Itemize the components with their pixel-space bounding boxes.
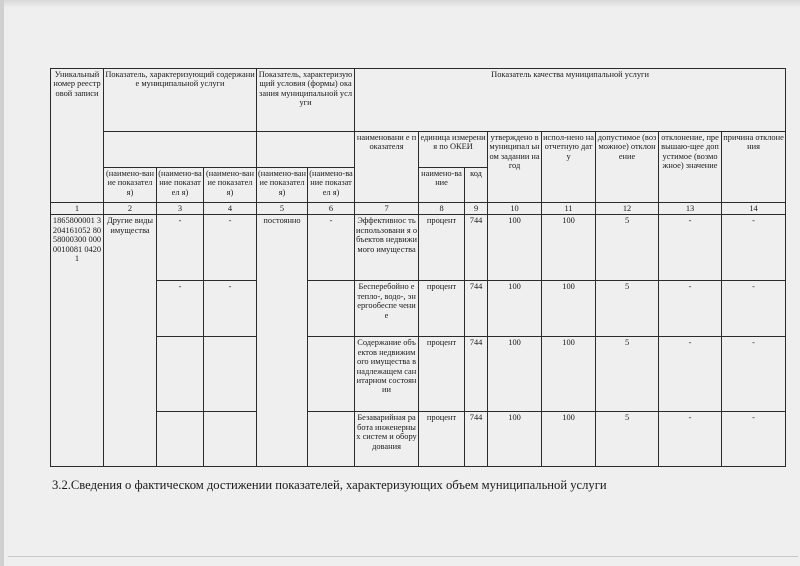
header-indicator-name: наименовани е показателя <box>355 132 419 203</box>
table-row <box>51 215 786 281</box>
header-executed: испол-нено на отчетную дату <box>542 132 596 203</box>
unit-code: 744 <box>465 337 488 412</box>
cell-col4 <box>204 412 257 467</box>
col-number: 9 <box>465 203 488 215</box>
excess-deviation: - <box>659 412 722 467</box>
header-unit-okei: единица измерения по ОКЕИ <box>419 132 488 168</box>
header-allowed-deviation: допустимое (возможное) отклонение <box>596 132 659 203</box>
deviation-reason: - <box>722 281 786 337</box>
header-sub-3: (наимено-вание показателя) <box>204 168 257 203</box>
header-condition-blank <box>257 132 355 168</box>
cell-col3: - <box>157 281 204 337</box>
scan-bottom-line <box>8 556 798 557</box>
executed-value: 100 <box>542 281 596 337</box>
col-number: 2 <box>104 203 157 215</box>
scan-left-edge <box>0 0 4 566</box>
approved-value: 100 <box>488 215 542 281</box>
executed-value: 100 <box>542 337 596 412</box>
header-row-1 <box>51 69 786 132</box>
cell-col3 <box>157 337 204 412</box>
cell-col6 <box>308 281 355 337</box>
registry-number: 1865800001 3204161052 8058000300 0000010081 04201 <box>51 215 104 467</box>
header-condition-indicator: Показатель, характеризующий условия (формы) оказания муниципальной услуги <box>257 69 355 132</box>
deviation-reason: - <box>722 215 786 281</box>
cell-col4: - <box>204 215 257 281</box>
unit-code: 744 <box>465 281 488 337</box>
header-content-blank <box>104 132 257 168</box>
header-excess-deviation: отклонение, превышаю-щее допустимое (возможное) значение <box>659 132 722 203</box>
indicator-name: Бесперебойно е тепло-, водо-, энергообеспе чение <box>355 281 419 337</box>
allowed-deviation: 5 <box>596 412 659 467</box>
cell-col6 <box>308 412 355 467</box>
col-number: 5 <box>257 203 308 215</box>
header-approved: утверждено в муниципал ьном задании на год <box>488 132 542 203</box>
cell-col6: - <box>308 215 355 281</box>
cell-col4: - <box>204 281 257 337</box>
approved-value: 100 <box>488 412 542 467</box>
section-title: 3.2.Сведения о фактическом достижении показателей, характеризующих объем муниципальной услуги <box>52 478 607 492</box>
scan-edge <box>0 0 800 8</box>
table-row <box>51 337 786 412</box>
cell-col4 <box>204 337 257 412</box>
approved-value: 100 <box>488 281 542 337</box>
table-row <box>51 412 786 467</box>
property-type: Другие виды имущества <box>104 215 157 467</box>
excess-deviation: - <box>659 337 722 412</box>
approved-value: 100 <box>488 337 542 412</box>
unit-name: процент <box>419 215 465 281</box>
column-number-row <box>51 203 786 215</box>
indicator-name: Содержание объектов недвижимого имущества в надлежащем санитарном состоянии <box>355 337 419 412</box>
col-number: 6 <box>308 203 355 215</box>
col-number: 1 <box>51 203 104 215</box>
allowed-deviation: 5 <box>596 215 659 281</box>
header-content-indicator: Показатель, характеризующий содержание муниципальной услуги <box>104 69 257 132</box>
indicator-name: Безаварийная работа инженерных систем и оборудования <box>355 412 419 467</box>
allowed-deviation: 5 <box>596 281 659 337</box>
header-registry-number: Уникальный номер реестровой записи <box>51 69 104 203</box>
unit-code: 744 <box>465 215 488 281</box>
table-row <box>51 281 786 337</box>
unit-name: процент <box>419 412 465 467</box>
allowed-deviation: 5 <box>596 337 659 412</box>
excess-deviation: - <box>659 215 722 281</box>
header-quality-indicator: Показатель качества муниципальной услуги <box>355 69 786 132</box>
deviation-reason: - <box>722 412 786 467</box>
condition-value: постоянно <box>257 215 308 467</box>
excess-deviation: - <box>659 281 722 337</box>
executed-value: 100 <box>542 215 596 281</box>
header-row-2 <box>51 132 786 168</box>
indicator-name: Эффективнос ть использовани я объектов недвижимого имущества <box>355 215 419 281</box>
header-sub-1: (наимено-вание показателя) <box>104 168 157 203</box>
unit-code: 744 <box>465 412 488 467</box>
header-sub-4: (наимено-вание показателя) <box>257 168 308 203</box>
cell-col6 <box>308 337 355 412</box>
deviation-reason: - <box>722 337 786 412</box>
executed-value: 100 <box>542 412 596 467</box>
unit-name: процент <box>419 337 465 412</box>
col-number: 3 <box>157 203 204 215</box>
col-number: 10 <box>488 203 542 215</box>
col-number: 8 <box>419 203 465 215</box>
quality-indicators-table <box>50 68 786 467</box>
header-unit-code: код <box>465 168 488 203</box>
header-deviation-reason: причина отклонения <box>722 132 786 203</box>
col-number: 14 <box>722 203 786 215</box>
col-number: 4 <box>204 203 257 215</box>
header-sub-5: (наимено-вание показател я) <box>308 168 355 203</box>
col-number: 7 <box>355 203 419 215</box>
cell-col3: - <box>157 215 204 281</box>
col-number: 13 <box>659 203 722 215</box>
unit-name: процент <box>419 281 465 337</box>
header-unit-name: наимено-вание <box>419 168 465 203</box>
cell-col3 <box>157 412 204 467</box>
header-sub-2: (наимено-вание показател я) <box>157 168 204 203</box>
col-number: 11 <box>542 203 596 215</box>
col-number: 12 <box>596 203 659 215</box>
